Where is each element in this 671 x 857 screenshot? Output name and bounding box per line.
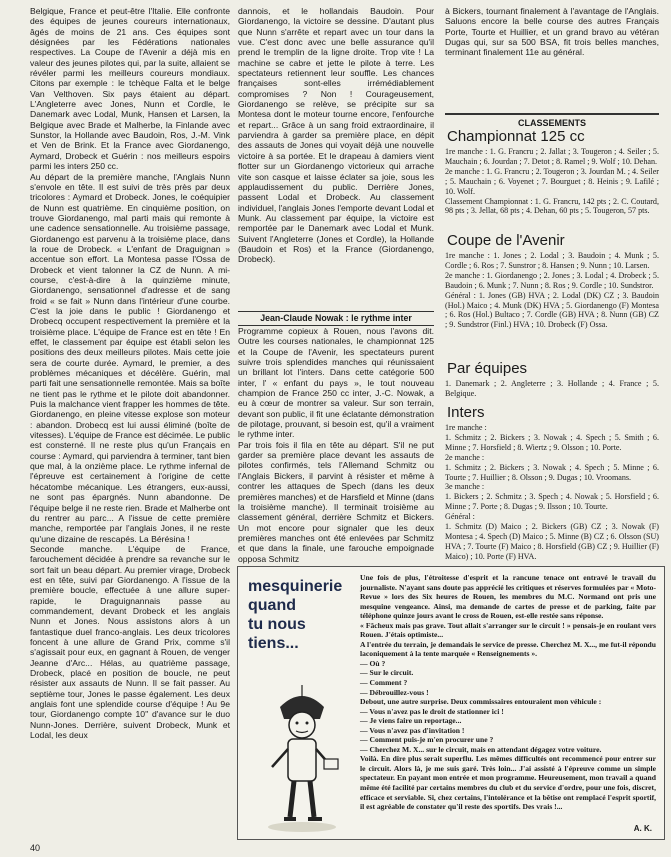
article-column-3-continuation: à Bickers, tournant finalement à l'avantage de l'Anglais. Saluons encore la belle course des autres Français Porte, Tourte et Huillier, et un grand bravo au vétéran Dugas qui, sur sa 500 BSA, fit trois belles manches, terminant finalement 11e au général.: [445, 6, 659, 58]
section-heading-nowak: Jean-Claude Nowak : le rythme inter: [238, 311, 434, 326]
cartoon-illustration: [250, 667, 354, 835]
article-column-2-nowak: Programme copieux à Rouen, nous l'avons dit. Outre les courses nationales, le championnat 125 et la Coupe de l'Avenir, les spectateurs purent suivre trois splendides manches qui réunissaient un brillant lot l'inters. Dans cette catégorie 500 inter, l' « enfant du pays », le tout nouveau champion de France 250 cc inter, J.-C. Nowak, a eu à cœur de montrer sa valeur. Sur son terrain, devant son public, il fit une éclatante démonstration de pilotage, prouvant, si besoin est, qu'il a vraiment le rythme inter. Par trois fois il fila en tête au départ. S'il ne put garder sa première place devant les assauts de pilotes confirmés, tels l'Allemand Schmitz ou l'Anglais Bickers, il parvint à résister et même à contrer les attaques de Spech (dans les deux premières manches) et de Harsfield et Minne (dans la troisième manche). Il terminait troisième au classement général, derrière Schmitz et Bickers. Un mot encore pour signaler que les deux premières manches ont été enlevées par Schmitz et que dans la finale, une farouche empoignade opposa Schmitz: [238, 326, 434, 564]
results-heading: CLASSEMENTS: [445, 113, 659, 128]
sidebar-box: [237, 566, 665, 840]
results-title-equipes: Par équipes: [447, 360, 528, 377]
results-inters: 1re manche : 1. Schmitz ; 2. Bickers ; 3. Nowak ; 4. Spech ; 5. Smith ; 6. Minne ; 7. Horsfield ; 8. Wiertz ; 9. Olsson ; 10. Porte. 2e manche : 1. Schmitz ; 2. Bickers ; 3. Nowak ; 4. Spech ; 5. Minne ; 6. Tourte ; 7. Huillier ; 8. Olsson ; 9. Dugas ; 10. Vroomans. 3e manche : 1. Bickers ; 2. Schmitz ; 3. Spech ; 4. Nowak ; 5. Horsfield ; 6. Minne ; 7. Porte ; 8. Dugas ; 9. Ilsson ; 10. Tourte. Général : 1. Schmitz (D) Maico ; 2. Bickers (GB) CZ ; 3. Nowak (F) Montesa ; 4. Spech (D) Maico ; 5. Minne (B) CZ ; 6. Olsson (SU) HVA ; 7. Tourte (F) Maico ; 8. Horsfield (GB) CZ ; 9. Huillier (F) Maico) ; 10. Porte (F) HVA.: [445, 423, 659, 561]
results-championnat: 1re manche : 1. G. Francru ; 2. Jallat ; 3. Tougeron ; 4. Seiler ; 5. Mauchain ; 6. Jourdan ; 7. Detot ; 8. Ramel ; 9. Wolf ; 10. Dehan. 2e manche : 1. G. Francru ; 2. Tougeron ; 3. Jourdan M. ; 4. Seiler ; 5. Mauchain ; 6. Voyenet ; 7. Bourguet ; 8. Heinis ; 9. Lafilé ; 10. Wolf. Classement Championnat : 1. G. Francru, 142 pts ; 2. C. Coutard, 98 pts ; 3. Jellat, 68 pts ; 4. Dehan, 60 pts ; 5. Tougeron, 57 pts.: [445, 147, 659, 216]
page-number: 40: [30, 843, 41, 853]
article-column-1: Belgique, France et peut-être l'Italie. Elle confronte des équipes de jeunes coureurs internationaux, âgés de moins de 21 ans. Ces équipes sont désignées par les Fédérations nationales respectives. La Coupe de l'Avenir a déjà mis en valeur des jeunes pilotes qui, par la suite, allaient se révéler parmi les meilleurs coureurs mondiaux. Citons par exemple : le tchèque Falta et le belge Van Velthoven. Six pays étaient au départ. L'Angleterre avec Jones, Nunn et Cordle, le Danemark avec Lodal, Munk, Hansen et Larsen, la Belgique avec Brade et Malherbe, la Finlande avec Sunstor, la Hollande avec Baudoin, Ros, J.-M. Vink et Ven de Brink. Et la France avec Giordanengo, Aymard, Drobeck et Guérin : nos meilleurs espoirs parmi les inters 250 cc. Au départ de la première manche, l'Anglais Nunn s'envole en tête. Il est suivi de très près par deux tricolores : Aymard et Drobeck. Jones, le coéquipier de Nunn est quatrième. En cinquième position, on trouve Giordanengo, mal parti mais qui remonte à une cadence sensationnelle. Au troisième passage, Giordanengo est parvenu à la troisième place, dans la roue de Drobeck. « L'enfant de Draguignan » accentue son effort. La Montesa passe l'Ossa de Drobeck et vient talonner la CZ de Nunn. A mi-course, c'est-à-dire à la quinzième minute, Giordanengo, sensationnel d'adresse et de sang froid « se fait » Nunn dans l'intérieur d'une courbe. C'est la joie dans le public ! Giordanengo et Drobecq occupent respectivement la première et la troisième place. L'équipe de France est en tête ! En effet, le classement par équipe est établi selon les positions des deux meilleurs pilotes. Mais cette joie sera de courte durée. Aymard, le premier, a des problèmes mécaniques et décélère. Guérin, mal parti fait une sensationnelle remontée. Mais sa boîte ne tient pas le rythme et le pilote doit abandonner. Puis la malchance vient frapper les hommes de tête. Giordanengo, en pleine vitesse explose son moteur : abandon. Drobecq est lui aussi éliminé (boîte de vitesses). L'équipe de France est décimée. Le public est consterné. Il ne reste plus qu'un Français en course : Aymard, qui parviendra à terminer, tant bien que mal, à la onzième place. Le rythme infernal de l'épreuve est certainement à l'origine de cette hécatombe mécanique. Les étrangers, eux-aussi, ne sont pas épargnés. Nunn abandonne. De l'équipe belge il ne reste rien. Brade et Malherbe ont du rentrer au parc... A l'issue de cette première manche, remportée par l'anglais Jones, il ne reste qu'une dizaine de rescapés. La Bérésina ! Seconde manche. L'équipe de France, farouchement décidée à prendre sa revanche sur le sort fait un beau départ. Au premier virage, Drobeck est en tête, suivi par Giordanengo. A l'issue de la première boucle, effectuée à une allure super-rapide, le Draguignannais passe au commandement, devant Drobeck et les anglais Nunn et Jones. Nous assistons alors à un fantastique duel franco-anglais. Les deux tricolores foncent à une allure de Grand Prix, comme s'il s'agissait pour eux, en gagnant à Rouen, de venger Jeanne d'Arc... Hélas, au quatrième passage, Drobeck, placé en position de boucle, ne peut résister aux assauts de Nunn. Il se fait passer. Au septième tour, Jones le passe également. Les deux anglais font une splendide course d'équipe ! Au 9e tour, Giordanengo compte 10'' d'avance sur le duo Nunn-Jones. Derrière, suivent Drobeck, Munk et Lodal, les deux: [30, 6, 230, 741]
results-title-inters: Inters: [447, 404, 485, 421]
results-title-coupe: Coupe de l'Avenir: [447, 232, 565, 249]
box-title: mesquinerie quand tu nous tiens...: [248, 578, 343, 652]
box-signature: A. K.: [633, 824, 652, 833]
results-equipes: 1. Danemark ; 2. Angleterre ; 3. Hollande ; 4. France ; 5. Belgique.: [445, 379, 659, 398]
article-column-2: dannois, et le hollandais Baudoin. Pour Giordanengo, la victoire se dessine. D'autant plus que Nunn s'arrête et repart avec un tour dans la vue. C'est donc avec une belle assurance qu'il prend le tremplin de la ligne droite. Trop vite ! La machine se cabre et jette le pilote à terre. Les spectateurs retiennent leur souffle. Les chances françaises sont-elles irrémédiablement compromises ? Non ! Courageusement, Giordanengo se relève, se précipite sur sa Montesa dont le moteur tourne encore, l'enfourche et repart... Grâce à un sang froid extraordinaire, il parviendra à garder sa première place, en dépit des assauts de Jones qui voyait déjà une nouvelle victoire à sa portée. Et le drapeau à damiers vient flotter sur un Giordanengo victorieux qui arrache vite son casque et laisse éclater sa joie, sous les applaudissement du public. Derrière Jones, passent Lodal et Drobeck. Au classement individuel, l'anglais Jones l'emporte devant Lodal et Munk. Au classement par équipe, la victoire est remportée par le Danemark avec Lodal et Munk. Suivent l'Angleterre (Jones et Cordle), la Hollande (Baudoin et Ros) et la France (Giordanengo, Drobeck).: [238, 6, 434, 265]
results-title-championnat: Championnat 125 cc: [447, 128, 585, 145]
results-coupe: 1re manche : 1. Jones ; 2. Lodal ; 3. Baudoin ; 4. Munk ; 5. Cordle ; 6. Ros ; 7. Sunstror ; 8. Hansen ; 9. Nunn ; 10. Larsen. 2e manche : 1. Giordanengo ; 2. Jones ; 3. Lodal ; 4. Drobeck ; 5. Baudoin ; 6. Munk ; 7. Nunn ; 8. Ros ; 9. Cordle ; 10. Sundstror. Général : 1. Jones (GB) HVA ; 2. Lodal (DK) CZ ; 3. Baudoin (Hol.) Maico ; 4. Munk (DK) HVA ; 5. Giordanengo (F) Montesa ; 6. Ros (Hol.) Bultaco ; 7. Cordle (GB) HVA ; 8. Nunn (GB) CZ ; 9. Sundstror (Finl.) HVA ; 10. Drobeck (F) Ossa.: [445, 251, 659, 330]
box-text: Une fois de plus, l'étroitesse d'esprit et la rancune tenace ont entravé le travail du journaliste. N'ayant sans doute pas apprécié les critiques et réserves formulées par « Moto-Revue » lors des Six heures de Rouen, les membres du M.C. Normand ont pris une mesquine vengeance. Ainsi, ma demande de cartes de presse et de parking, faite par téléphone quinze jours avant le cross de Rouen, est-elle restée sans réponse. « Fâcheux mais pas grave. Tout allait s'arranger sur le circuit ! » pensais-je en roulant vers Rouen. J'étais optimiste... A l'entrée du terrain, je demandais le service de presse. Cherchez M. X..., me fut-il répondu laconiquement à la tente marquée « Renseignements ». — Où ? — Sur le circuit. — Comment ? — Débrouillez-vous ! Debout, une autre surprise. Deux commissaires entouraient mon véhicule : — Vous n'avez pas le droit de stationner ici ! — Je viens faire un reportage... — Vous n'avez pas d'invitation ! — Comment puis-je m'en procurer une ? — Cherchez M. X... sur le circuit, mais en attendant dégagez votre voiture. Voilà. En dire plus serait superflu. Les mêmes difficultés ont recommencé pour entrer sur le circuit. Alors là, je me suis garé. Très loin... J'ai assisté à l'épreuve comme un simple spectateur. En payant mon entrée et mon programme. Heureusement, mon travail a quand même été facilité par certains membres du club et du service d'ordre, pour une fois, discret, efficace et serviable. Si, chez certains, l'intolérance et la bêtise ont remplacé l'esprit sportif, il est agréable de constater qu'il reste des sportifs. Des vrais !...: [360, 573, 656, 812]
